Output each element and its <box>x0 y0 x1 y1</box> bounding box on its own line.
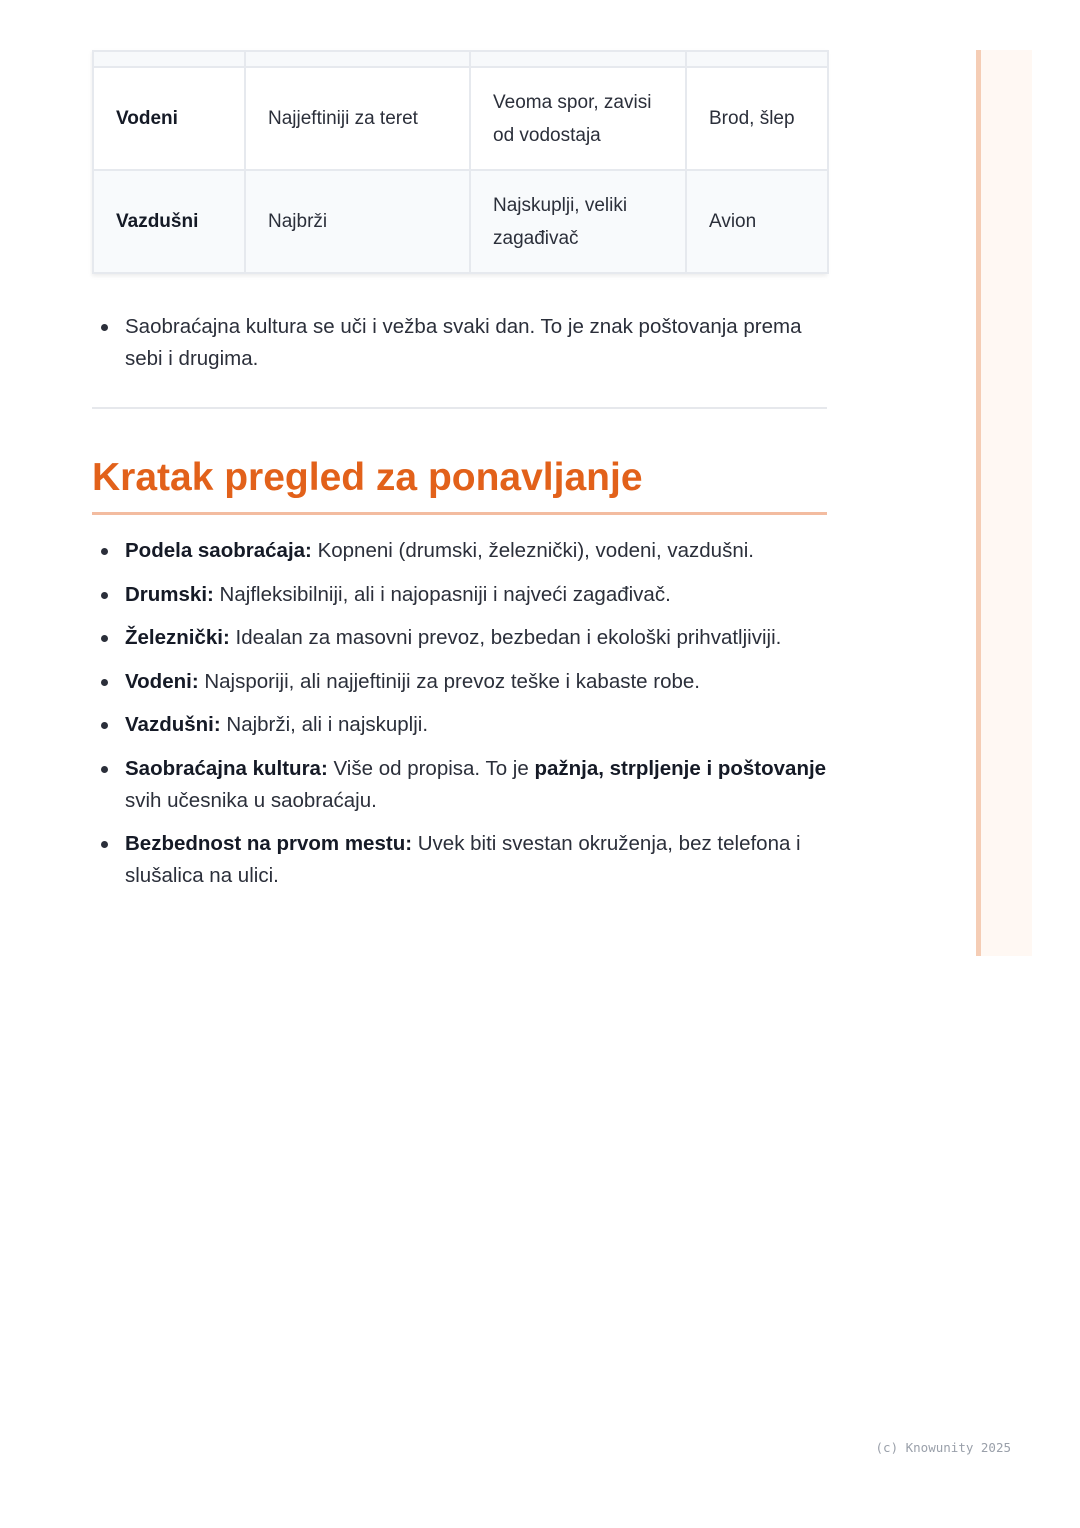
item-label: Podela saobraćaja: <box>125 539 312 562</box>
transport-table-grid <box>92 50 829 274</box>
list-item <box>92 666 827 698</box>
section-divider <box>92 407 827 409</box>
table-cell-name: Vazdušni <box>93 170 245 273</box>
table-row <box>93 170 828 273</box>
item-text: Idealan za masovni prevoz, bezbedan i ekološki prihvatljiviji. <box>229 626 782 649</box>
list-item <box>92 622 827 654</box>
table-cell-name: Vodeni <box>93 67 245 170</box>
table-cell-example: Avion <box>686 170 828 273</box>
item-label: Bezbednost na prvom mestu: <box>125 832 413 855</box>
item-emphasis: pažnja, strpljenje i poštovanje <box>534 756 827 780</box>
table-cell-advantage: Najjeftiniji za teret <box>245 67 470 170</box>
list-item <box>92 579 827 611</box>
item-text-continued: svih učesnika u saobraćaju. <box>125 788 377 812</box>
summary-list <box>92 535 827 904</box>
table-row-partial <box>93 51 828 67</box>
section-title-underline <box>92 512 827 515</box>
item-text: Najfleksibilniji, ali i najopasniji i najveći zagađivač. <box>213 582 671 606</box>
item-text: Uvek biti svestan okruženja, bez telefona i slušalica na ulici. <box>125 832 801 887</box>
item-label: Železnički: <box>125 626 230 649</box>
item-label: Saobraćajna kultura: <box>125 756 328 780</box>
table-cell-disadvantage: Najskuplji, veliki zagađivač <box>470 170 686 273</box>
item-text: Najbrži, ali i najskuplji. <box>220 713 429 736</box>
table-row <box>93 67 828 170</box>
table-cell-disadvantage: Veoma spor, zavisi od vodostaja <box>470 67 686 170</box>
item-text: Najsporiji, ali najjeftiniji za prevoz teške i kabaste robe. <box>198 669 701 693</box>
copyright-footer: (c) Knowunity 2025 <box>875 1440 1011 1455</box>
list-item: Saobraćajna kultura se uči i vežba svaki dan. To je znak poštovanja prema sebi i drugima. <box>92 311 827 375</box>
table-cell-example: Brod, šlep <box>686 67 828 170</box>
section-title: Kratak pregled za ponavljanje <box>92 456 643 499</box>
table-cell-advantage: Najbrži <box>245 170 470 273</box>
list-item <box>92 753 827 817</box>
intro-bullet-list <box>92 311 827 375</box>
list-item <box>92 535 827 567</box>
list-item <box>92 828 827 892</box>
item-text: Kopneni (drumski, železnički), vodeni, vazdušni. <box>311 539 754 562</box>
item-label: Drumski: <box>125 582 214 606</box>
item-label: Vazdušni: <box>125 713 221 736</box>
transport-table <box>92 50 827 274</box>
side-decoration-strip <box>976 50 1032 956</box>
list-item <box>92 709 827 741</box>
item-text: Više od propisa. To je <box>327 756 535 780</box>
item-label: Vodeni: <box>125 669 199 693</box>
